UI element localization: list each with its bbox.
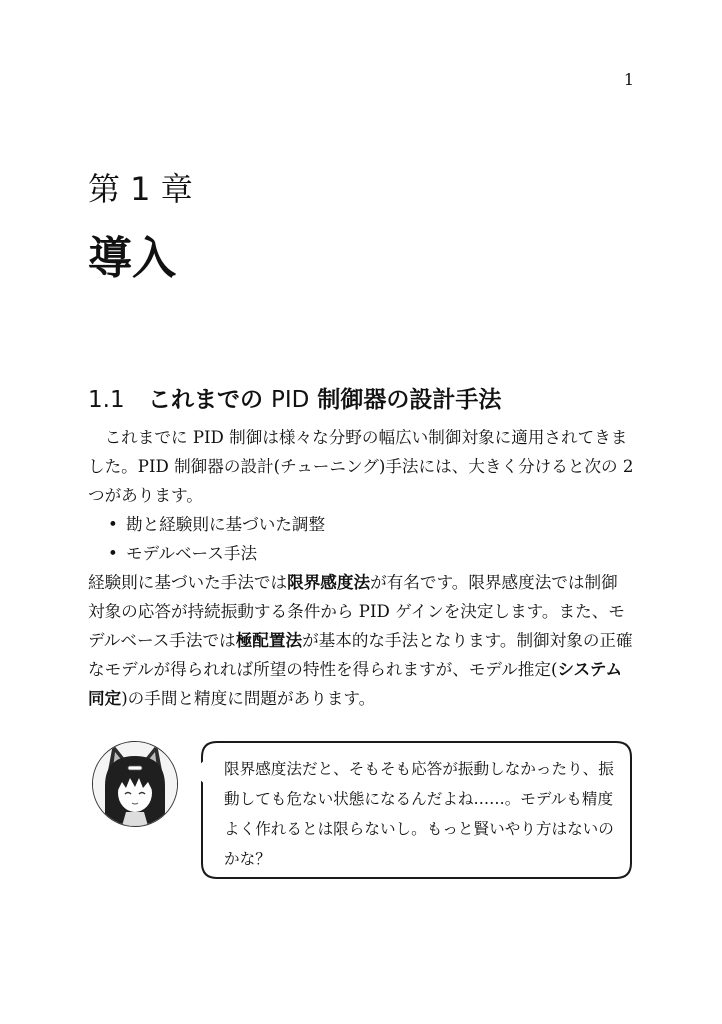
bullet-list	[88, 510, 634, 568]
body-text	[88, 423, 634, 713]
section-title-abbr: PID	[271, 387, 310, 413]
chapter-title: 導入	[88, 233, 176, 284]
paragraph-methods-text-1: 経験則に基づいた手法では	[88, 573, 288, 592]
term-pole-placement: 極配置法	[235, 631, 303, 650]
chapter-label: 第 1 章	[88, 170, 193, 208]
section-title-suffix: 制御器の設計手法	[309, 387, 502, 413]
speech-bubble-text: 限界感度法だと、そもそも応答が振動しなかったり、振動しても危ない状態になるんだよね……。モデルも精度よく作れるとは限らないし。もっと賢いやり方はないのかな？	[224, 760, 614, 868]
character-avatar	[92, 741, 178, 827]
term-ultimate-sensitivity: 限界感度法	[287, 573, 371, 592]
section-number: 1.1	[88, 387, 125, 413]
paragraph-methods-text-2: が有名です。限界感度法では制御対象の応答が持続振動する条件から PID ゲインを決定します。また、モデルベース手法では	[88, 573, 625, 650]
paragraph-methods-text-3: が基本的な手法となります。制御対象の正確なモデルが得られれば所望の特性を得られますが、モデル推定(	[88, 631, 633, 679]
bullet-item-model-based: • モデルベース手法	[88, 539, 634, 568]
paragraph-intro: これまでに PID 制御は様々な分野の幅広い制御対象に適用されてきました。PID 制御器の設計(チューニング)手法には、大きく分けると次の 2 つがあります。	[88, 428, 634, 505]
paragraph-methods	[88, 568, 634, 713]
page-number: 1	[623, 70, 634, 89]
term-system-identification: システム同定	[88, 660, 623, 708]
bullet-item-heuristic: • 勘と経験則に基づいた調整	[88, 510, 634, 539]
paragraph-methods-text-4: )の手間と精度に問題があります。	[121, 689, 376, 708]
section-title-prefix: これまでの	[148, 387, 272, 413]
section-heading	[88, 381, 501, 414]
character-illustration	[93, 742, 177, 826]
